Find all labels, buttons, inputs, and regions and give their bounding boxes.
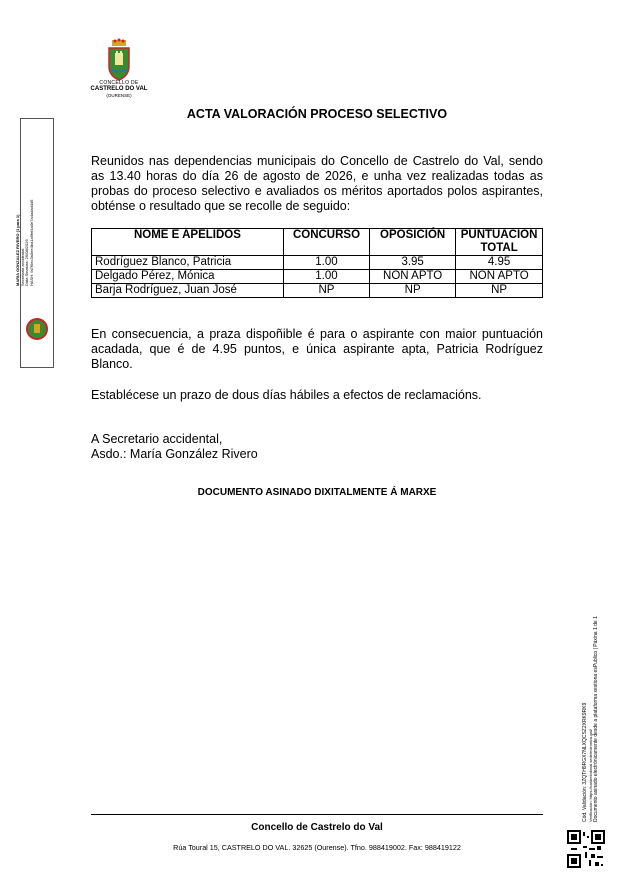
footer-organization: Concello de Castrelo do Val bbox=[251, 822, 383, 833]
column-header-oposicion: OPOSICIÓN bbox=[370, 229, 456, 256]
seal-icon bbox=[26, 318, 48, 340]
logo-caption-top: CONCELLO DE bbox=[99, 80, 139, 86]
cell-total: NON APTO bbox=[456, 270, 543, 284]
digital-signature-note: DOCUMENTO ASINADO DIXITALMENTE Á MARXE bbox=[197, 487, 437, 498]
cell-name: Delgado Pérez, Mónica bbox=[92, 270, 284, 284]
cell-oposicion: NP bbox=[370, 284, 456, 298]
cell-name: Barja Rodríguez, Juan José bbox=[92, 284, 284, 298]
table-row bbox=[92, 284, 543, 298]
stamp-hash: HASH: fa7f5ec3a0ee4ba1a9fef4a0e7a4adad4d5 bbox=[28, 199, 34, 286]
results-table bbox=[91, 228, 543, 298]
verification-url: Verificación: https://castrelodoval.sedelectronica.gal/ bbox=[588, 729, 593, 822]
footer-address: Rúa Toural 15, CASTRELO DO VAL. 32625 (Ourense). Tfno. 988419002. Fax: 988419122 bbox=[173, 843, 461, 852]
stamp-signer: MARIA GONZALEZ RIVERO (1 para 1) bbox=[15, 214, 20, 286]
document-title: ACTA VALORACIÓN PROCESO SELECTIVO bbox=[186, 107, 448, 121]
stamp-date: Data Sinatura: 26/08/2026 bbox=[24, 239, 30, 286]
verification-margin-text bbox=[582, 616, 599, 822]
conclusion-paragraph: En consecuencia, a praza dispoñible é para o aspirante con maior puntuación acadada, que é de 4.95 puntos, e única aspirante apta, Patricia Rodríguez Blanco. bbox=[91, 327, 543, 371]
cell-oposicion: NON APTO bbox=[370, 270, 456, 284]
column-header-concurso: CONCURSO bbox=[283, 229, 369, 256]
deadline-paragraph: Establécese un prazo de dous días hábiles a efectos de reclamacións. bbox=[91, 388, 482, 402]
cell-total: 4.95 bbox=[456, 256, 543, 270]
cell-concurso: NP bbox=[283, 284, 369, 298]
signature-stamp-text bbox=[16, 136, 34, 286]
cell-name: Rodríguez Blanco, Patricia bbox=[92, 256, 284, 270]
cell-total: NP bbox=[456, 284, 543, 298]
column-header-total: PUNTUACION TOTAL bbox=[456, 229, 543, 256]
signature-block bbox=[91, 432, 258, 462]
intro-paragraph: Reunidos nas dependencias municipais do Concello de Castrelo do Val, sendo as 13.40 horas do día 26 de agosto de 2026, e unha vez realizadas todas as probas do proceso selectivo e avaliados os méritos aportados polos aspirantes, obténse o resultado que se recolle de seguido: bbox=[91, 154, 543, 213]
table-header-row bbox=[92, 229, 543, 256]
cell-concurso: 1.00 bbox=[283, 270, 369, 284]
cell-oposicion: 3.95 bbox=[370, 256, 456, 270]
coat-of-arms-icon bbox=[104, 38, 134, 82]
cell-concurso: 1.00 bbox=[283, 256, 369, 270]
stamp-role: Secretaria accidental bbox=[19, 248, 25, 286]
signature-role: A Secretario accidental, bbox=[91, 432, 223, 446]
logo-caption-province: (OURENSE) bbox=[106, 93, 132, 98]
logo-caption-name: CASTRELO DO VAL bbox=[90, 86, 148, 92]
validation-code: Cód. Validación: 3ZQTH9RGX7NLXQCSZ2XRK9RK9 bbox=[582, 702, 588, 822]
signature-name: Asdo.: María González Rivero bbox=[91, 447, 258, 461]
table-row bbox=[92, 256, 543, 270]
column-header-name: NOME E APELIDOS bbox=[92, 229, 284, 256]
table-row bbox=[92, 270, 543, 284]
platform-note: Documento asinado electrónicamente desde a plataforma xestiona esPublico | Páxina 1 de 1 bbox=[593, 616, 599, 822]
footer-divider bbox=[91, 814, 543, 815]
